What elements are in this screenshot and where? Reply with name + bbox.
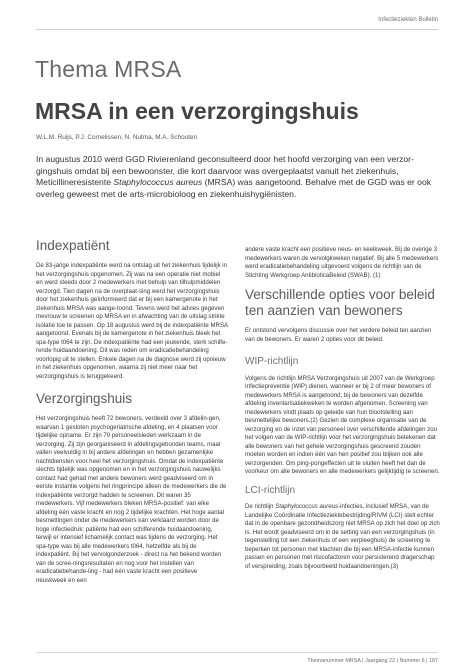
intro-paragraph: [36, 154, 440, 200]
footer-divider: [36, 652, 438, 653]
theme-label: Thema MRSA: [35, 56, 182, 82]
lci-text-2: -infecties, inclusief MRSA, van de Landelijke Coördinatie Infectieziektebestrijding/RIVM (LCI) stelt echter dat in de openbare gezondheidszorg niet MRSA op zich het doel op zich is. Het wordt geadviseerd om in de setting van een verzorgingshuis (in tegenstelling tot een ziekenhuis of een verpleeghuis) de screening te beperken tot personen met klachten die bij een MRSA-infectie kunnen passen en personen met risicofactoren voor persisterend dragerschap of verspreiding, zoals bijvoorbeeld huidaandoeningen.(3): [245, 503, 440, 570]
page-footer: Themanummer MRSA | Jaargang 22 | Nummer 6 | 187: [307, 658, 438, 664]
authors: W.L.M. Ruijs, P.J. Cornelissen, N. Nutma, M.A. Schouten: [36, 134, 198, 141]
paragraph-wip: Volgens de richtlijn MRSA Verzorgingshuis uit 2007 van de Werkgroep Infectiepreventie (WIP) dienen, wanneer er bij 2 of meer bewoners of medewerkers MRSA is aangetoond, bij de bewoners van dezelfde afdeling inventarisatiekweken te worden afgenomen. Screening van medewerkers vindt plaats op geleide van hun blootstelling aan besmettelijke bewoners.(2) Gezien de complexe organisatie van de verzorging en de inzet van personeel over verschillende afdelingen zou het volgen van de WIP-richtlijn voor het verzorgingshuis betekenen dat alle bewoners van het gehele verzorgingshuis gescreend zouden moeten worden en indien één van hen positief zou blijken ook alle verzorgenden. Om ping-pongeffecten uit te sluiten heeft het dan de voorkeur om alle bewoners en alle medewerkers gelijktijdig te screenen.: [245, 374, 440, 475]
left-column: [36, 238, 228, 592]
journal-header: Infectieziekten Bulletin: [378, 17, 438, 23]
heading-verzorgingshuis: Verzorgingshuis: [36, 391, 133, 406]
intro-text-1: In augustus 2010 werd GGD Rivierenland geconsulteerd door het hoofd verzorging van een verzor-gingshuis omdat bij een bewoonster, die kort daarvoor was overgeplaatst vanuit het ziekenhuis, Meticillineresistente: [36, 154, 414, 187]
heading-opties: Verschillende opties voor beleid ten aanzien van bewoners: [245, 287, 435, 318]
paragraph-indexpatient: De 83-jarige indexpatiënte werd na ontslag uit het ziekenhuis tijdelijk in het verzorgingshuis opgenomen. Zij was na een operatie niet mobiel en werd steeds door 2 medewerkers met behulp van tilhulpmiddelen verzorgd. Tien dagen na de overplaat-sing werd het verzorgingshuis door het ziekenhuis geïnformeerd dat er bij een kamergenote in het ziekenhuis MRSA was aange-toond. Tevens werd het advies gegeven mevrouw te screenen op MRSA en in afwachting van de uitslag strikte isolatie toe te passen. Op 18 augustus werd bij de indexpatiënte MRSA aangetoond. Evenals bij de kamergenote in het ziekenhuis bleek het spa-type t064 te zijn. De indexpatiënte had een jeukende, sterk schilfe-rende huidaandoening. Dit was reden om eradicatiebehandeling voorlopig uit te stellen. Enkele dagen na de diagnose werd zij opnieuw in het ziekenhuis opgenomen, waarna zij niet meer naar het verzorgingshuis is teruggekeerd.: [36, 262, 228, 380]
lci-species: Staphylococcus aureus: [275, 503, 339, 510]
heading-wip: WIP-richtlijn: [245, 356, 299, 367]
paragraph-verzorgingshuis: Het verzorgingshuis heeft 72 bewoners, verdeeld over 3 afdelin-gen, waarvan 1 gesloten psychogeriatrische afdeling, en 4 plaatsen voor tijdelijke opname. Er zijn 70 personeelsleden werkzaam in de verzorging. Zij zijn georganiseerd in afdelingsgebonden teams, maar vallen veelvuldig in bij andere afdelingen en hebben gezamenlijke nachtdiensten voor heel het verzorgingshuis. Omdat de indexpatiënte slechts tijdelijk was opgenomen en in het verzorgingshuis nauwelijks contact had gehad met andere bewoners werd geadviseerd om in eerste instantie volgens het ringprincipe alleen de medewerkers die de indexpatiënte verzorgd hadden te screenen. Dit waren 35 medewerkers. Vijf medewerkers bleken MRSA-positief: van elke afdeling één vaste kracht en nog 2 tijdelijke krachten. Het hoge aantal besmettingen onder de medewerkers kan verklaard worden door de hoge infectiedruk: patiënte had een schilferende huidaandoening, terwijl er intensief lichamelijk contact was tijdens de verzorging. Het spa-type was bij alle medewerkers t064, hetzelfde als bij de indexpatiënt. Bij het vervolgonderzoek - direct na het bekend worden van de scree-ningsresultaten en nog voor het instellen van eradicatiebehande-ling - had één vaste kracht een positieve neuskweek en een: [36, 415, 227, 584]
intro-species: Staphylococcus aureus: [113, 177, 203, 187]
heading-lci: LCI-richtlijn: [245, 484, 296, 496]
lci-text-1: De richtlijn: [245, 503, 276, 510]
heading-indexpatient: Indexpatiënt: [36, 238, 110, 253]
article-title: MRSA in een verzorgingshuis: [35, 98, 359, 124]
paragraph-continued: andere vaste kracht een positieve neus- en keelkweek. Bij de overige 3 medewerkers waren de vervolgkweken negatief. Bij alle 5 medewerkers werd eradicatiebehandeling uitgevoerd volgens de richtlijn van de Stichting Werkgroep AntibioticaBeleid (SWAB). (1): [245, 246, 439, 279]
right-column: [245, 246, 441, 578]
header-divider: [36, 29, 438, 30]
intro-text-2: (MRSA) was aangetoond. Behalve met de GGD was er ook overleg geweest met de arts-microbioloog en ziekenhuishygiënisten.: [36, 177, 432, 199]
paragraph-lci: [245, 503, 441, 571]
paragraph-opties: Er ontstond vervolgens discussie over het verdere beleid ten aanzien van de bewoners. Er waren 2 opties voor dit beleid.: [245, 327, 432, 343]
